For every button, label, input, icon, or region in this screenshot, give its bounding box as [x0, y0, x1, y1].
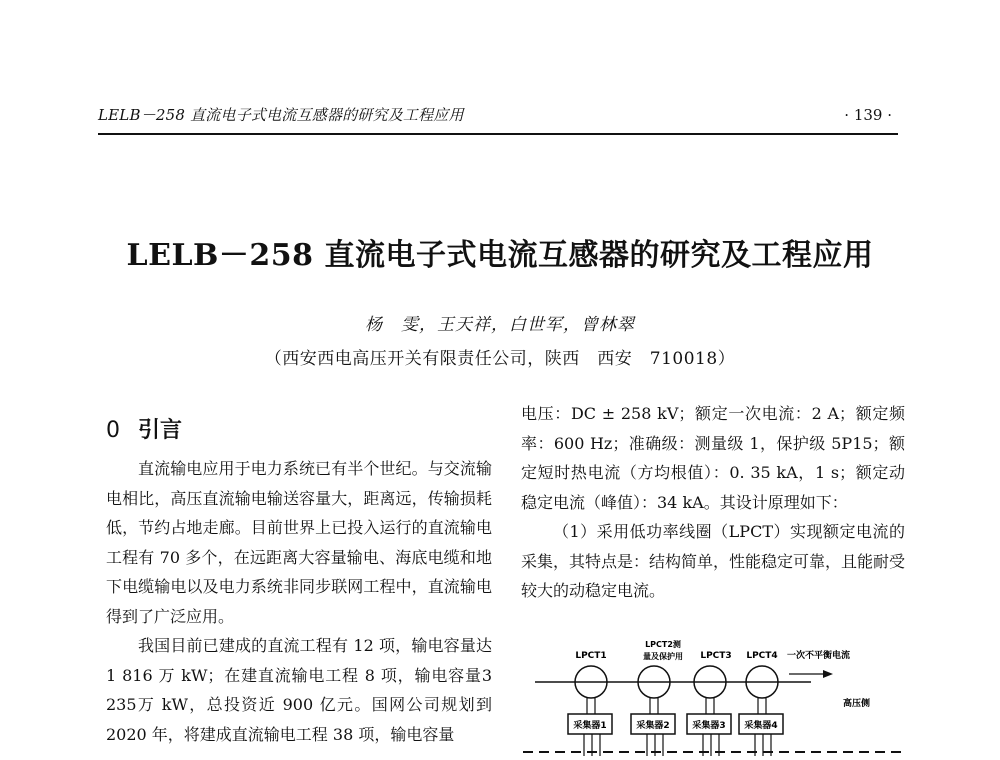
coil-1	[575, 666, 607, 714]
collector-label-2: 采集器2	[636, 721, 670, 731]
paragraph: 电压：DC ± 258 kV；额定一次电流：2 A；额定频率：600 Hz；准确级：测量级 1，保护级 5P15；额定短时热电流（方均根值）：0. 35 kA，1 s；额定动稳定电流（峰值）：34 kA。其设计原理如下：	[521, 404, 905, 512]
page-number: · 139 ·	[844, 106, 892, 124]
collector-2	[631, 714, 675, 734]
coil-label-3: LPCT3	[700, 651, 732, 661]
section-heading	[106, 413, 182, 444]
collector-label-4: 采集器4	[744, 721, 778, 731]
collector-label-3: 采集器3	[692, 721, 726, 731]
high-voltage-side-label: 高压侧	[843, 699, 871, 709]
coil-2	[638, 666, 670, 714]
section-title: 引言	[138, 418, 183, 443]
header-rule	[98, 133, 898, 135]
collector-4	[739, 714, 783, 734]
collector-label-1: 采集器1	[573, 721, 607, 731]
coil-label-4: LPCT4	[746, 651, 778, 661]
coil-label-2a: LPCT2测	[645, 640, 681, 649]
running-title: LELB－258 直流电子式电流互感器的研究及工程应用	[98, 106, 464, 124]
current-arrow-head	[823, 670, 833, 678]
paragraph: 直流输电应用于电力系统已有半个世纪。与交流输电相比，高压直流输电输送容量大，距离远，传输损耗低，节约占地走廊。目前世界上已投入运行的直流输电工程有 70 多个，在远距离大容量输电、海底电缆和地下电缆输电以及电力系统非同步联网工程中，直流输电得到了广泛应用。	[106, 459, 492, 626]
section-number: 0	[106, 418, 120, 443]
primary-current-label: 一次不平衡电流	[787, 651, 851, 661]
collector-1	[568, 714, 612, 734]
author-list: 杨 雯，王天祥，白世军，曾林翠	[365, 315, 635, 335]
left-column	[106, 454, 492, 749]
coil-label-2b: 量及保护用	[643, 652, 683, 661]
coil-4	[746, 666, 778, 714]
right-column	[521, 399, 905, 606]
lpct-schematic-figure	[521, 630, 905, 760]
paragraph: （1）采用低功率线圈（LPCT）实现额定电流的采集，其特点是：结构简单，性能稳定可靠，且能耐受较大的动稳定电流。	[521, 522, 906, 600]
affiliation: （西安西电高压开关有限责任公司，陕西 西安 710018）	[264, 349, 736, 369]
collector-3	[687, 714, 731, 734]
coil-label-1: LPCT1	[575, 651, 607, 661]
article-title: LELB－258 直流电子式电流互感器的研究及工程应用	[126, 238, 874, 273]
coil-3	[694, 666, 726, 714]
paragraph: 我国目前已建成的直流工程有 12 项，输电容量达 1 816 万 kW；在建直流输电工程 8 项，输电容量3 235万 kW，总投资近 900 亿元。国网公司规划到 2020 年，将建成直流输电工程 38 项，输电容量	[106, 636, 492, 744]
